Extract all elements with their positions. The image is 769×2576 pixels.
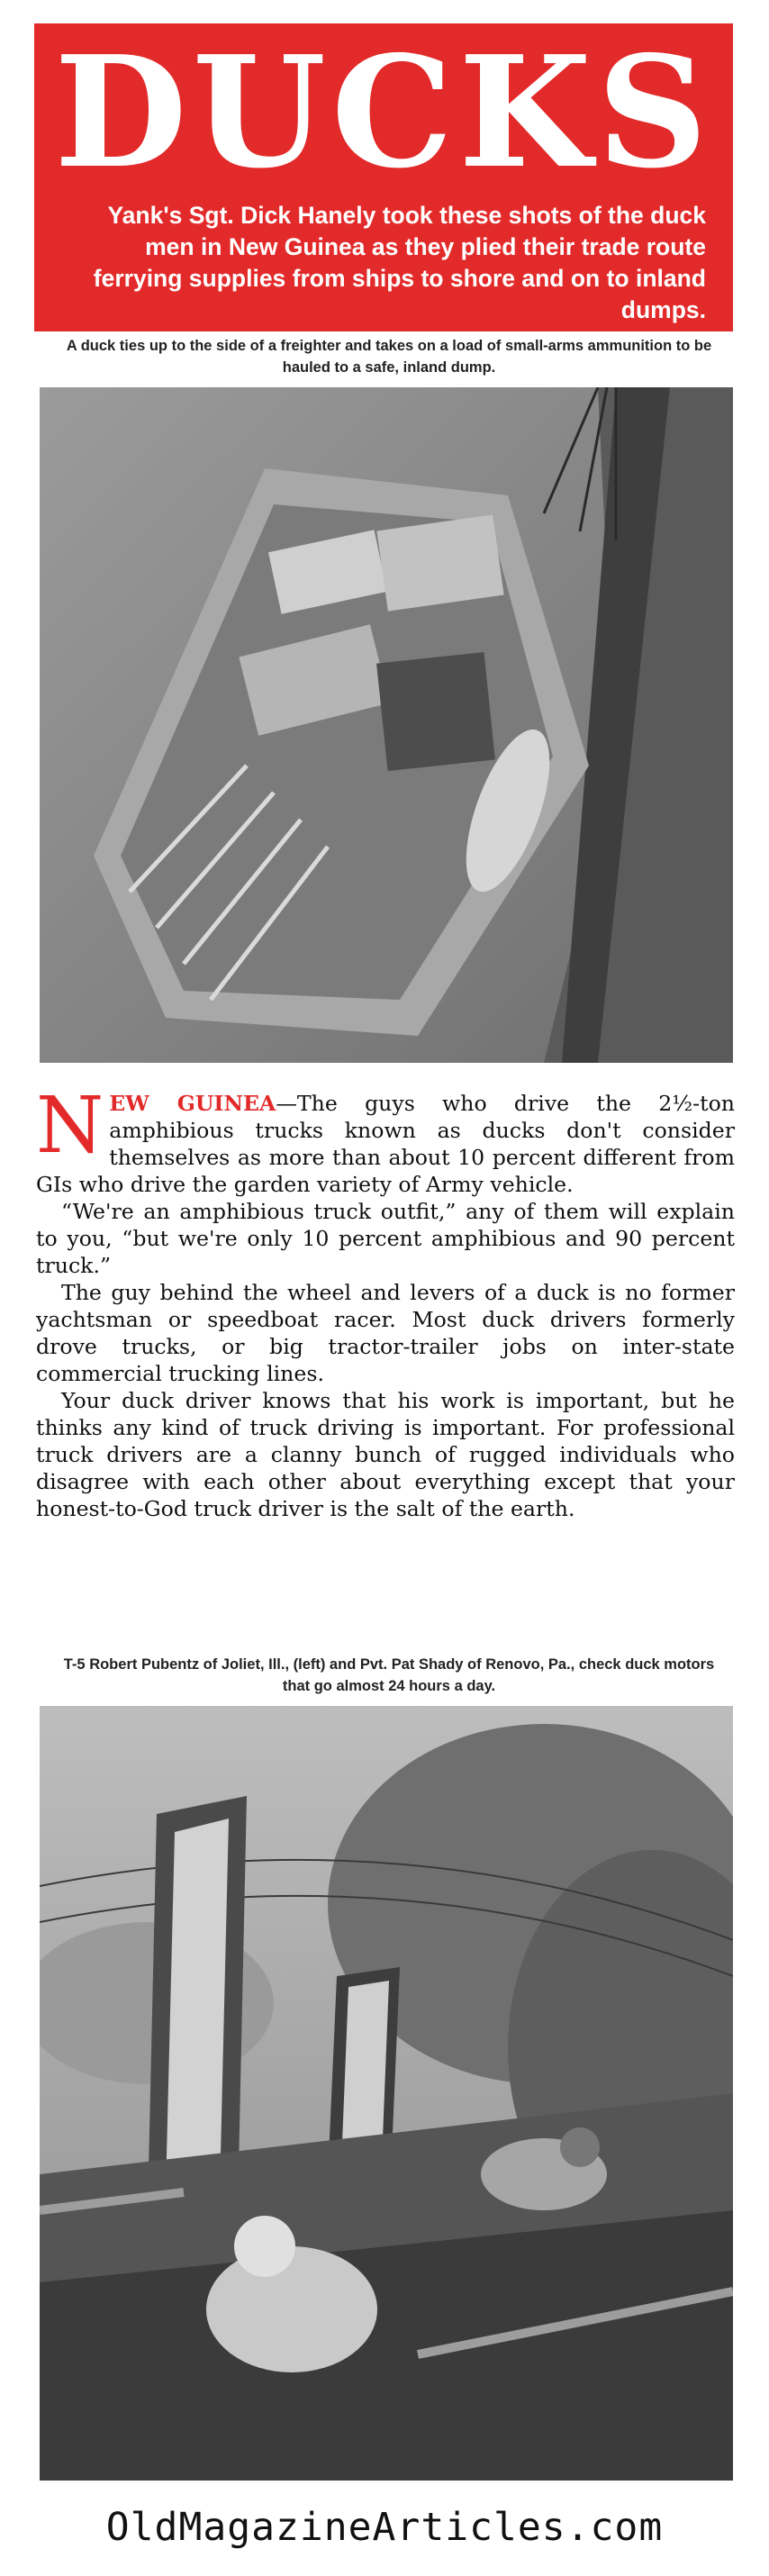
- photo-caption-duck-motors: T-5 Robert Pubentz of Joliet, Ill., (left) and Pvt. Pat Shady of Renovo, Pa., check duck motors that go almost 24 hours a day.: [63, 1656, 715, 1694]
- banner-subtitle: Yank's Sgt. Dick Hanely took these shots of the duck men in New Guinea as they plied their trade route ferrying supplies from ships to shore and on to inland dumps.: [93, 202, 706, 323]
- photo-duck-motors: [40, 1706, 733, 2481]
- duck-motors-image: [40, 1706, 733, 2481]
- title-banner: [34, 23, 733, 331]
- article-paragraph-4: Your duck driver knows that his work is important, but he thinks any kind of truck driving is important. For professional truck drivers are a clanny bunch of rugged individuals who disagree with each other about everything except that your honest-to-God truck driver is the salt of the earth.: [36, 1388, 735, 1521]
- duck-freighter-image: [40, 387, 733, 1063]
- page-title: DUCKS: [54, 23, 713, 203]
- photo-duck-freighter: [40, 387, 733, 1063]
- dropcap-letter: N: [36, 1081, 104, 1171]
- article-paragraph-2: “We're an amphibious truck outfit,” any of them will explain to you, “but we're only 10 percent amphibious and 90 percent truck.”: [36, 1199, 735, 1278]
- article-paragraph-1: [36, 1081, 736, 1198]
- article-paragraph-3: The guy behind the wheel and levers of a duck is no former yachtsman or speedboat racer. Most duck drivers formerly drove trucks, or big tractor-trailer jobs on inter-state commercial trucking lines.: [36, 1280, 735, 1386]
- dateline: EW GUINEA: [109, 1091, 276, 1116]
- paragraph-1-text: —The guys who drive the 2½-ton amphibious trucks known as ducks don't consider themselves as more than about 10 percent different from GIs who drive the garden variety of Army vehicle.: [36, 1091, 736, 1197]
- article-body: [36, 1081, 736, 1522]
- photo-caption-duck-freighter: A duck ties up to the side of a freighter and takes on a load of small-arms ammunition to be hauled to a safe, inland dump.: [66, 338, 712, 376]
- site-footer: OldMagazineArticles.com: [105, 2505, 664, 2550]
